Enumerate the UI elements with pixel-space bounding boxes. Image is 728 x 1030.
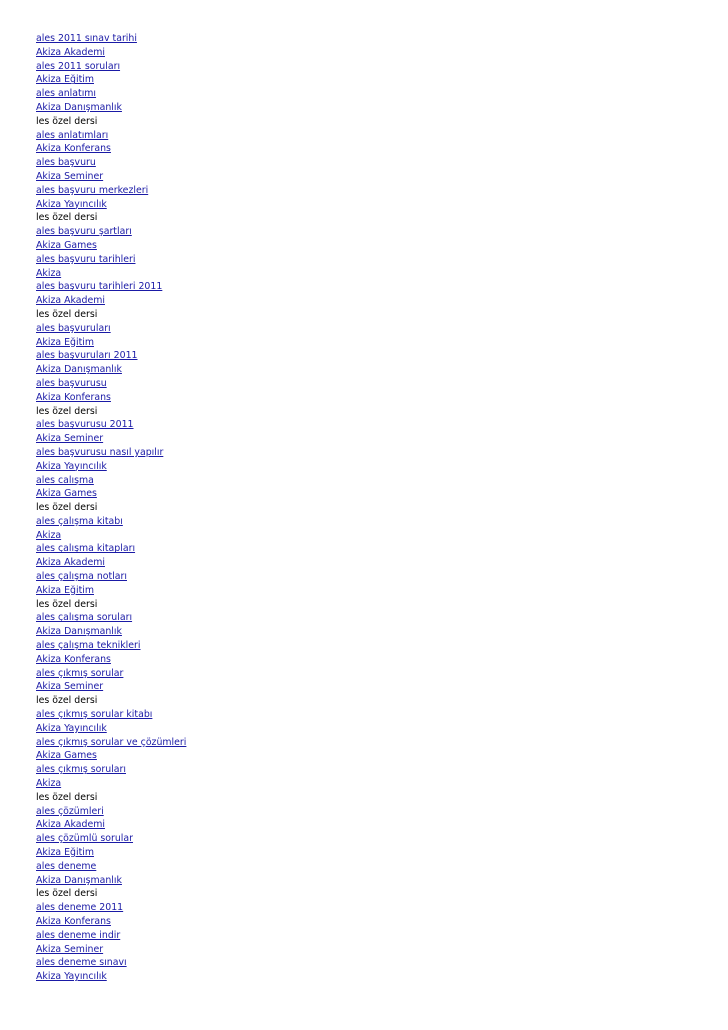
keyword-link[interactable]: ales anlatımı <box>36 88 97 100</box>
keyword-link[interactable]: ales başvuru tarihleri 2011 <box>36 281 163 293</box>
keyword-link[interactable]: ales çıkmış sorular <box>36 667 124 679</box>
keyword-link[interactable]: Akiza Eğitim <box>36 74 94 86</box>
keyword-link[interactable]: Akiza Seminer <box>36 170 104 182</box>
keyword-link[interactable]: ales çalışma notları <box>36 571 127 583</box>
keyword-link[interactable]: Akiza <box>36 529 62 541</box>
keyword-link[interactable]: ales çıkmış sorular kitabı <box>36 709 153 721</box>
keyword-link[interactable]: Akiza <box>36 267 62 279</box>
keyword-link[interactable]: Akiza <box>36 778 62 790</box>
keyword-link[interactable]: ales calışma <box>36 474 94 486</box>
keyword-link[interactable]: Akiza Akademi <box>36 819 105 831</box>
keyword-link[interactable]: ales deneme indir <box>36 929 121 941</box>
keyword-link[interactable]: ales deneme <box>36 860 97 872</box>
keyword-link[interactable]: Akiza Seminer <box>36 681 104 693</box>
keyword-link[interactable]: ales başvurusu 2011 <box>36 419 134 431</box>
plain-text-line: les özel dersi <box>36 212 98 224</box>
document-page <box>36 32 696 984</box>
plain-text-line: les özel dersi <box>36 695 98 707</box>
keyword-link[interactable]: Akiza Yayıncılık <box>36 460 107 472</box>
keyword-link[interactable]: ales çalışma kitapları <box>36 543 136 555</box>
keyword-link[interactable]: Akiza Konferans <box>36 916 111 927</box>
keyword-link[interactable]: Akiza Danışmanlık <box>36 874 122 886</box>
keyword-link[interactable]: Akiza Eğitim <box>36 336 94 348</box>
keyword-link[interactable]: ales çalışma teknikleri <box>36 640 141 652</box>
plain-text-line: les özel dersi <box>36 405 98 417</box>
plain-text-line: les özel dersi <box>36 502 98 514</box>
keyword-link[interactable]: Akiza Seminer <box>36 433 104 445</box>
keyword-link[interactable]: Akiza Akademi <box>36 46 105 58</box>
keyword-link[interactable]: Akiza Konferans <box>36 143 111 155</box>
keyword-link[interactable]: Akiza Seminer <box>36 943 104 955</box>
keyword-link[interactable]: ales başvurusu nasıl yapılır <box>36 446 164 458</box>
keyword-link[interactable]: ales çalışma kitabı <box>36 515 123 527</box>
keyword-link[interactable]: ales deneme sınavı <box>36 957 127 969</box>
keyword-link[interactable]: Akiza Yayıncılık <box>36 722 107 734</box>
keyword-link[interactable]: ales çıkmış sorular ve çözümleri <box>36 736 187 748</box>
keyword-link[interactable]: ales başvuruları <box>36 322 111 334</box>
keyword-link[interactable]: ales çözümleri <box>36 805 104 817</box>
keyword-link[interactable]: ales başvuru şartları <box>36 226 132 238</box>
keyword-link[interactable]: ales anlatımları <box>36 129 109 141</box>
keyword-link[interactable]: ales deneme 2011 <box>36 902 124 914</box>
keyword-link[interactable]: Akiza Danışmanlık <box>36 364 122 376</box>
keyword-link[interactable]: Akiza Games <box>36 750 97 762</box>
keyword-link[interactable]: Akiza Konferans <box>36 391 111 403</box>
plain-text-line: les özel dersi <box>36 598 98 610</box>
keyword-link[interactable]: Akiza Yayıncılık <box>36 198 107 210</box>
keyword-link[interactable]: Akiza Danışmanlık <box>36 101 122 113</box>
keyword-link[interactable]: ales başvuru merkezleri <box>36 184 149 196</box>
keyword-link[interactable]: Akiza Games <box>36 239 97 251</box>
keyword-link[interactable]: Akiza Danışmanlık <box>36 626 122 638</box>
keyword-link[interactable]: Akiza Eğitim <box>36 847 94 859</box>
plain-text-line: les özel dersi <box>36 308 98 320</box>
keyword-link[interactable]: ales çözümlü sorular <box>36 833 134 845</box>
plain-text-line: les özel dersi <box>36 791 98 803</box>
keyword-link[interactable]: ales başvuru tarihleri <box>36 253 136 265</box>
keyword-link[interactable]: ales başvuruları 2011 <box>36 350 138 362</box>
keyword-link[interactable]: Akiza Akademi <box>36 295 105 307</box>
plain-text-line: les özel dersi <box>36 115 98 127</box>
keyword-link[interactable]: ales çıkmış soruları <box>36 764 126 776</box>
keyword-link[interactable]: Akiza Eğitim <box>36 584 94 596</box>
keyword-link[interactable]: ales 2011 sınav tarihi <box>36 33 137 44</box>
keyword-link[interactable]: Akiza Akademi <box>36 557 105 569</box>
keyword-link[interactable]: ales 2011 soruları <box>36 60 121 72</box>
keyword-link[interactable]: Akiza Konferans <box>36 653 111 665</box>
keyword-link[interactable]: Akiza Yayıncılık <box>36 971 107 983</box>
keyword-link[interactable]: ales başvuru <box>36 157 96 169</box>
keyword-link[interactable]: Akiza Games <box>36 488 97 500</box>
keyword-link[interactable]: ales çalışma soruları <box>36 612 133 624</box>
keyword-link[interactable]: ales başvurusu <box>36 377 107 389</box>
plain-text-line: les özel dersi <box>36 888 98 900</box>
